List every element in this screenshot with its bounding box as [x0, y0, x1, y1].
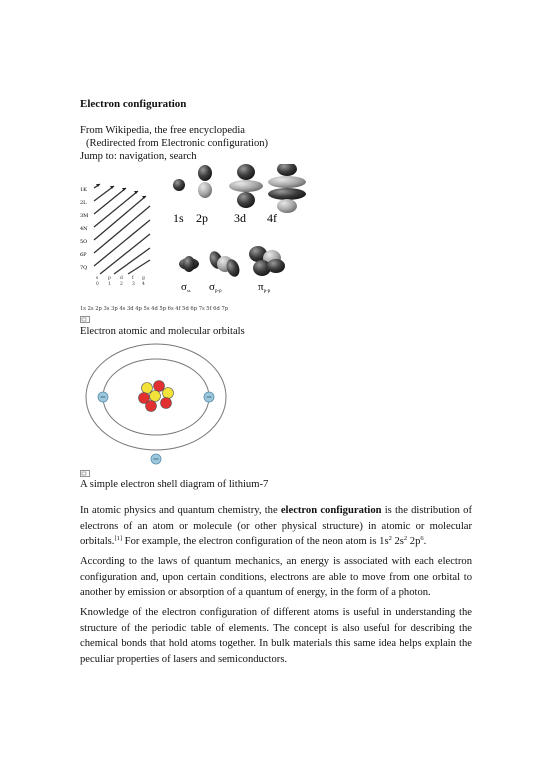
paragraph-intro: In atomic physics and quantum chemistry, the electron configuration is the distribution of electrons of an atom or molecule (or other physical structure) in atomic or molecular orbitals.[1] For example, the electron configuration of the neon atom is $1s^2$ $2s^2$ $2p^6$.: [80, 505, 472, 548]
redirect-line: (Redirected from Electronic configuration): [86, 138, 269, 149]
svg-text:σp-p: σp-p: [209, 281, 222, 294]
paragraph-energy: According to the laws of quantum mechanics, an energy is associated with each electron configuration and, upon certain conditions, electrons are able to move from one orbital to another by emission or absorption of a quantum of energy, in the form of a photon.: [80, 556, 472, 599]
svg-text:πp-p: πp-p: [258, 281, 271, 294]
svg-text:d: d: [120, 276, 123, 281]
shell-label: 5O: [80, 239, 88, 245]
shell-label: 6P: [80, 252, 87, 258]
molecular-label: π: [258, 281, 264, 293]
orbital-3d: [229, 164, 263, 208]
term-electron-configuration: electron configuration: [280, 505, 382, 516]
molecular-label: σ: [209, 281, 215, 293]
svg-text:p: p: [108, 276, 111, 281]
nucleus: [139, 381, 174, 412]
molecular-label: σ: [181, 281, 187, 293]
shell-label: 2L: [80, 200, 87, 206]
svg-text:s: s: [96, 276, 99, 281]
molecular-orbitals: [179, 246, 285, 294]
orbital-4f: [268, 164, 306, 213]
svg-text:4: 4: [142, 282, 145, 287]
orbital-sigma-ss: [179, 256, 199, 272]
enlarge-icon[interactable]: [80, 316, 90, 323]
orbital-1s: [173, 179, 185, 191]
atomic-label: 3d: [234, 211, 246, 225]
jump-line[interactable]: Jump to: navigation, search: [80, 151, 197, 162]
aufbau-diagram: [80, 184, 150, 287]
orbitals-figure: [78, 164, 408, 316]
svg-text:σss: σss: [181, 281, 191, 293]
reference-link[interactable]: [1]: [114, 535, 123, 543]
svg-text:3: 3: [132, 282, 135, 287]
shell-label: 3M: [80, 213, 89, 219]
svg-text:2: 2: [120, 282, 123, 287]
paragraph-knowledge: Knowledge of the electron configuration of different atoms is useful in understanding the structure of the periodic table of elements. The concept is also useful for describing the chemical bonds that hold atoms together. In bulk materials this same idea helps explain the peculiar properties of lasers and semiconductors.: [80, 607, 472, 665]
shell-label: 4N: [80, 226, 88, 232]
enlarge-icon[interactable]: [80, 470, 90, 477]
atomic-orbitals: [173, 164, 306, 225]
source-line: From Wikipedia, the free encyclopedia: [80, 125, 245, 136]
atomic-label: 1s: [173, 211, 184, 225]
page-title: Electron configuration: [80, 98, 187, 110]
figure-caption: A simple electron shell diagram of lithium-7: [80, 479, 269, 490]
shell-label: 1K: [80, 187, 87, 193]
shell-label: 7Q: [80, 265, 88, 271]
atomic-label: 2p: [196, 211, 208, 225]
figure-caption: Electron atomic and molecular orbitals: [80, 326, 245, 337]
orbital-sigma-pp: [207, 249, 241, 278]
svg-text:f: f: [132, 276, 134, 281]
svg-text:g: g: [142, 276, 145, 281]
filling-sequence: 1s 2s 2p 3s 3p 4s 3d 4p 5s 4d 5p 6s 4f 5d 6p 7s 5f 6d 7p: [80, 306, 229, 312]
atomic-label: 4f: [267, 211, 277, 225]
svg-text:0: 0: [96, 282, 99, 287]
svg-text:1: 1: [108, 282, 111, 287]
lithium-shell-diagram: [84, 340, 230, 468]
electrons: [98, 392, 214, 464]
orbital-pi-pp: [249, 246, 285, 276]
orbital-2p: [198, 165, 212, 198]
